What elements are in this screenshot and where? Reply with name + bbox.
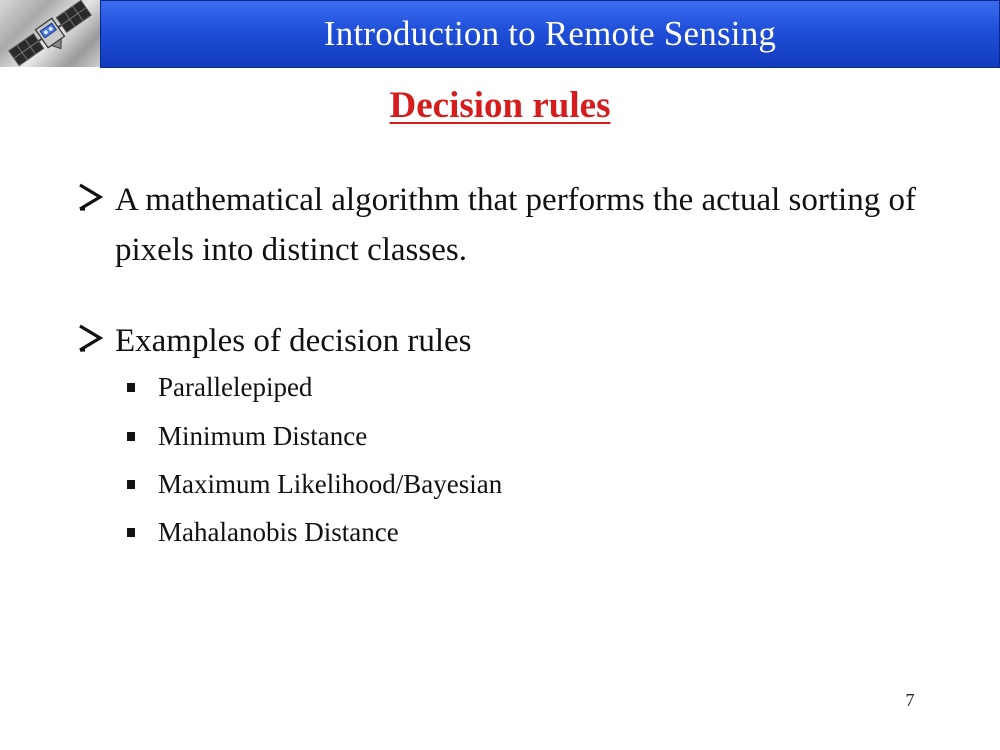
slide-heading: Decision rules xyxy=(389,85,611,126)
square-bullet-icon xyxy=(127,528,135,537)
sub-bullet-item xyxy=(127,372,312,403)
presentation-title: Introduction to Remote Sensing xyxy=(323,14,777,53)
satellite-logo xyxy=(0,0,100,67)
bullet-item xyxy=(77,175,935,275)
arrow-bullet-icon xyxy=(77,316,115,358)
sub-bullet-text: Mahalanobis Distance xyxy=(158,517,399,547)
title-bar xyxy=(100,0,1000,68)
arrow-bullet-icon xyxy=(77,175,115,217)
square-bullet-icon xyxy=(127,432,135,441)
sub-bullet-item xyxy=(127,469,502,500)
square-bullet-icon xyxy=(127,480,135,489)
bullet-item xyxy=(77,316,935,366)
bullet-text: Examples of decision rules xyxy=(115,323,472,359)
sub-bullet-text: Minimum Distance xyxy=(158,421,368,451)
sub-bullet-item xyxy=(127,421,367,452)
sub-bullet-text: Parallelepiped xyxy=(158,372,313,402)
sub-bullet-text: Maximum Likelihood/Bayesian xyxy=(158,469,503,499)
sub-bullet-item xyxy=(127,517,399,548)
square-bullet-icon xyxy=(127,383,135,392)
page-number: 7 xyxy=(905,690,915,710)
bullet-text: A mathematical algorithm that performs the actual sorting of pixels into distinct classes. xyxy=(115,182,916,268)
satellite-icon xyxy=(0,0,100,67)
